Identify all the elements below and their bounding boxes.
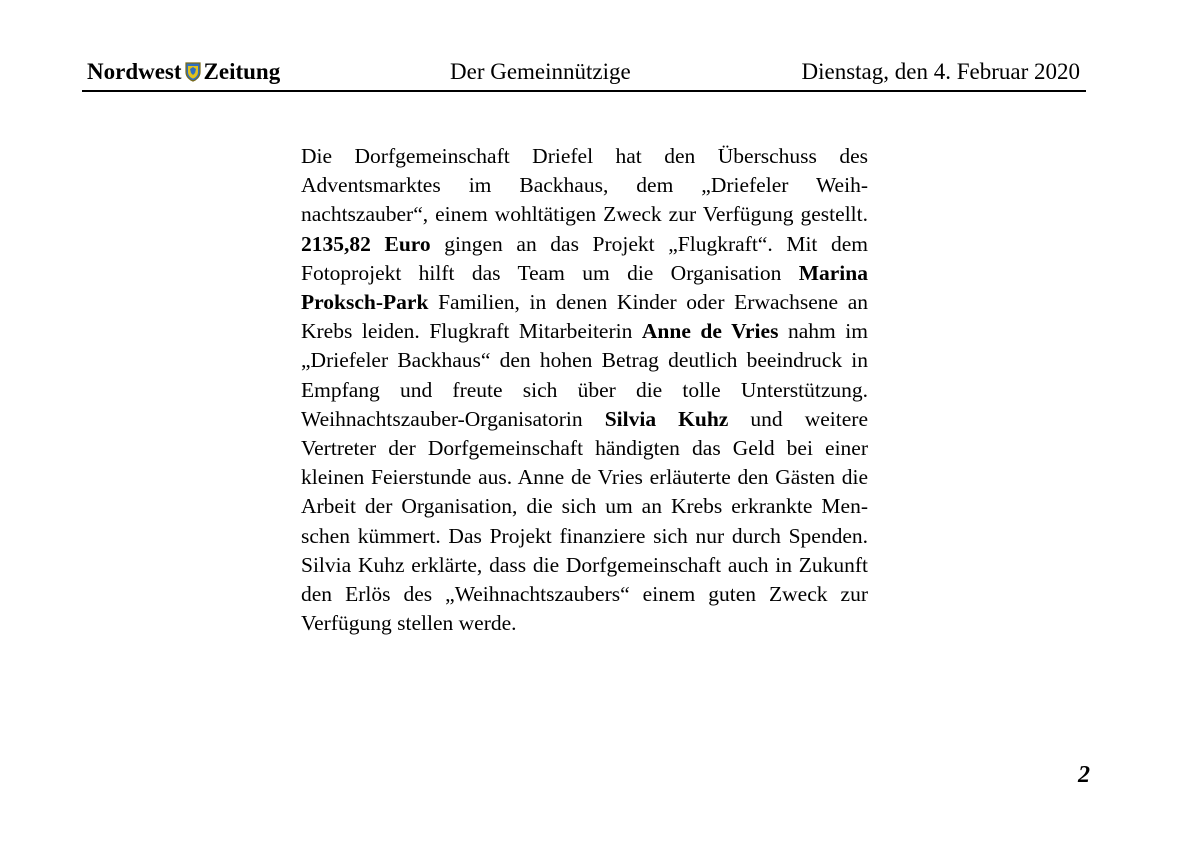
donation-amount: 2135,82 Euro — [301, 231, 431, 256]
article-text: und weitere Vertreter der Dorfgemeinschaft händigten das Geld bei einer kleinen Feierstunde aus. Anne de Vries erläuterte den Gästen die Arbeit der Organisation, die sich um an Krebs erkrankte Menschen kümmert. Das Projekt finanziere sich nur durch Spenden. Silvia Kuhz erklärte, dass die Dorfgemeinschaft auch in Zukunft den Erlös des „Weihnachtszaubers“ einem guten Zweck zur Verfügung stellen werde. — [301, 406, 868, 636]
article-text: Die Dorfgemeinschaft Driefel hat den Überschuss des Adventsmarktes im Backhaus, dem „Driefeler Weihnachtszauber“, einem wohltätigen Zweck zur Verfügung gestellt. — [301, 144, 868, 227]
section-title: Der Gemeinnützige — [450, 59, 631, 84]
article-body — [301, 142, 868, 638]
person-name: Marina Proksch-Park — [301, 260, 868, 315]
article-paragraph — [301, 142, 868, 638]
masthead-name-part2: Zeitung — [203, 59, 281, 84]
page-number: 2 — [1078, 762, 1090, 788]
article-text: nahm im „Driefeler Backhaus“ den hohen Betrag deutlich beeindruck in Empfang und freute sich über die tolle Unterstützung. Weihnachtszauber-Organisatorin — [301, 319, 868, 431]
page-header — [82, 56, 1086, 92]
coat-of-arms-icon — [185, 61, 201, 89]
article-text: gingen an das Projekt „Flugkraft“. Mit dem Fotoprojekt hilft das Team um die Organisation — [301, 231, 869, 285]
issue-date: Dienstag, den 4. Februar 2020 — [801, 59, 1080, 84]
person-name: Anne de Vries — [641, 319, 779, 344]
person-name: Silvia Kuhz — [604, 406, 729, 431]
newspaper-masthead — [87, 58, 280, 89]
article-text: Familien, in denen Kinder oder Erwachsene an Krebs leiden. Flugkraft Mitarbeiterin — [301, 290, 868, 344]
masthead-name-part1: Nordwest — [87, 59, 182, 84]
